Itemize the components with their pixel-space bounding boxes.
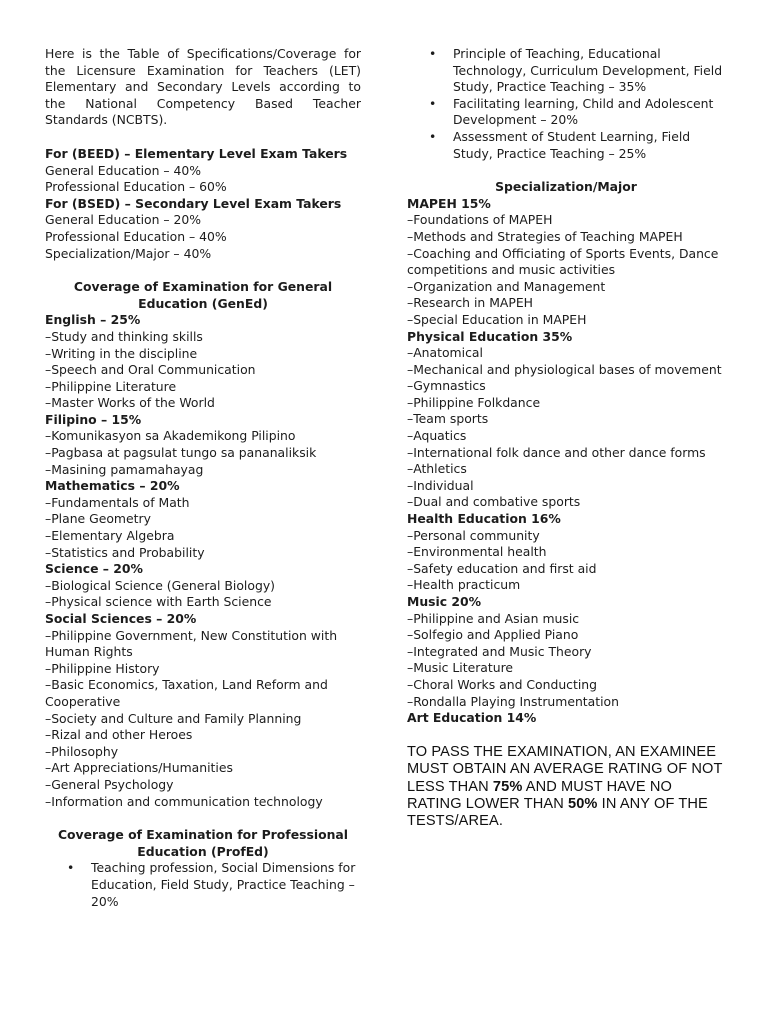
gened-subject-social-sciences — [45, 611, 361, 810]
bsed-item: General Education – 20% — [45, 212, 202, 228]
subject-item: –Foundations of MAPEH — [407, 212, 553, 228]
passing-text: TO PASS THE EXAMINATION, AN EXAMINEE MUST OBTAIN AN AVERAGE RATING OF NOT LESS THAN — [407, 743, 723, 795]
bsed-item: Specialization/Major – 40% — [45, 245, 212, 261]
bsed-item: Professional Education – 40% — [45, 228, 227, 244]
list-item — [407, 96, 725, 129]
subject-item: –Fundamentals of Math — [45, 494, 190, 510]
list-item — [407, 46, 725, 96]
passing-minimum-value: 50% — [568, 795, 598, 812]
bullet-icon: • — [429, 128, 437, 144]
subject-item: –Integrated and Music Theory — [407, 643, 592, 659]
subject-item: –Elementary Algebra — [45, 528, 175, 544]
subject-item: –Methods and Strategies of Teaching MAPEH — [407, 228, 683, 244]
subject-heading: MAPEH 15% — [407, 195, 491, 211]
subject-item: –Society and Culture and Family Planning — [45, 710, 302, 726]
beed-item: Professional Education – 60% — [45, 179, 227, 195]
subject-item: –Philippine Literature — [45, 378, 177, 394]
profed-item-text: Assessment of Student Learning, Field Study, Practice Teaching – 25% — [453, 128, 691, 161]
subject-item: –Basic Economics, Taxation, Land Reform and Cooperative — [45, 677, 328, 709]
subject-item: –Komunikasyon sa Akademikong Pilipino — [45, 428, 296, 444]
subject-item: –Philosophy — [45, 743, 119, 759]
subject-item: –Plane Geometry — [45, 511, 151, 527]
beed-item: General Education – 40% — [45, 162, 202, 178]
subject-item: –Philippine Folkdance — [407, 394, 541, 410]
subject-item: –Mechanical and physiological bases of movement — [407, 361, 722, 377]
bullet-icon: • — [67, 860, 75, 876]
subject-item: –Writing in the discipline — [45, 345, 198, 361]
beed-block — [45, 146, 361, 196]
subject-item: –Biological Science (General Biology) — [45, 577, 275, 593]
subject-item: –Research in MAPEH — [407, 295, 533, 311]
subject-heading: Art Education 14% — [407, 710, 537, 726]
subject-heading: Health Education 16% — [407, 511, 561, 527]
gened-subject-mathematics — [45, 478, 361, 561]
major-subject-mapeh — [407, 196, 725, 329]
subject-item: –Health practicum — [407, 577, 521, 593]
subject-item: –Athletics — [407, 461, 467, 477]
subject-heading: English – 25% — [45, 312, 141, 328]
list-item — [45, 860, 361, 910]
major-title: Specialization/Major — [495, 179, 637, 195]
subject-item: –Special Education in MAPEH — [407, 311, 587, 327]
subject-heading: Science – 20% — [45, 561, 143, 577]
subject-item: –Gymnastics — [407, 378, 486, 394]
subject-item: –Choral Works and Conducting — [407, 676, 598, 692]
bsed-block — [45, 196, 361, 262]
subject-item: –Speech and Oral Communication — [45, 362, 256, 378]
subject-item: –Team sports — [407, 411, 489, 427]
subject-heading: Mathematics – 20% — [45, 478, 180, 494]
passing-text: IN ANY OF THE TESTS/AREA. — [407, 795, 708, 830]
subject-item: –Environmental health — [407, 544, 547, 560]
passing-text: AND MUST HAVE NO RATING LOWER THAN — [407, 778, 672, 812]
profed-item-text: Facilitating learning, Child and Adolescent Development – 20% — [453, 95, 714, 128]
subject-item: –Master Works of the World — [45, 395, 215, 411]
subject-item: –Physical science with Earth Science — [45, 594, 272, 610]
subject-item: –Music Literature — [407, 660, 514, 676]
subject-item: –Dual and combative sports — [407, 494, 581, 510]
subject-item: –General Psychology — [45, 776, 174, 792]
subject-item: –Coaching and Officiating of Sports Events, Dance competitions and music activities — [407, 245, 719, 278]
subject-item: –Safety education and first aid — [407, 560, 597, 576]
gened-subject-english — [45, 312, 361, 412]
subject-item: –Rondalla Playing Instrumentation — [407, 693, 619, 709]
subject-item: –Personal community — [407, 527, 540, 543]
right-column — [407, 46, 725, 831]
subject-heading: Physical Education 35% — [407, 328, 573, 344]
subject-item: –International folk dance and other dance forms — [407, 444, 706, 460]
subject-item: –Individual — [407, 477, 474, 493]
subject-item: –Solfegio and Applied Piano — [407, 627, 579, 643]
subject-item: –Philippine History — [45, 660, 160, 676]
bullet-icon: • — [429, 46, 437, 61]
subject-item: –Rizal and other Heroes — [45, 727, 193, 743]
profed-list-continued — [407, 46, 725, 162]
gened-subject-filipino — [45, 412, 361, 478]
intro-paragraph: Here is the Table of Specifications/Coverage for the Licensure Examination for Teachers (LET) Elementary and Secondary Levels according to the National Competency Based Teacher Standards (NCBTS). — [45, 46, 361, 128]
left-column — [45, 46, 361, 910]
subject-item: –Information and communication technology — [45, 793, 323, 809]
subject-heading: Social Sciences – 20% — [45, 611, 197, 626]
gened-title: Coverage of Examination for General Education (GenEd) — [73, 279, 333, 311]
subject-item: –Aquatics — [407, 428, 467, 444]
profed-item-text: Principle of Teaching, Educational Technology, Curriculum Development, Field Study, Practice Teaching – 35% — [453, 46, 723, 95]
subject-heading: Filipino – 15% — [45, 411, 142, 427]
subject-item: –Organization and Management — [407, 278, 606, 294]
passing-requirement — [407, 744, 725, 831]
major-subject-music — [407, 594, 725, 710]
subject-item: –Philippine Government, New Constitution with Human Rights — [45, 627, 338, 660]
subject-item: –Statistics and Probability — [45, 544, 205, 560]
bullet-icon: • — [429, 95, 437, 111]
subject-item: –Philippine and Asian music — [407, 610, 580, 626]
beed-heading: For (BEED) – Elementary Level Exam Takers — [45, 145, 348, 161]
major-subject-health-education — [407, 511, 725, 594]
major-subject-physical-education — [407, 329, 725, 512]
subject-item: –Anatomical — [407, 345, 483, 361]
gened-subject-science — [45, 561, 361, 611]
major-subject-art-education — [407, 710, 725, 727]
bsed-heading: For (BSED) – Secondary Level Exam Takers — [45, 195, 342, 211]
subject-item: –Masining pamamahayag — [45, 461, 204, 477]
list-item — [407, 129, 725, 162]
subject-item: –Study and thinking skills — [45, 328, 203, 344]
profed-title: Coverage of Examination for Professional Education (ProfEd) — [57, 827, 349, 859]
subject-item: –Art Appreciations/Humanities — [45, 760, 233, 776]
subject-item: –Pagbasa at pagsulat tungo sa pananaliksik — [45, 445, 317, 461]
subject-heading: Music 20% — [407, 594, 482, 609]
profed-list — [45, 860, 361, 910]
passing-average-value: 75% — [492, 778, 523, 795]
profed-item-text: Teaching profession, Social Dimensions for Education, Field Study, Practice Teaching – 20% — [91, 860, 356, 909]
